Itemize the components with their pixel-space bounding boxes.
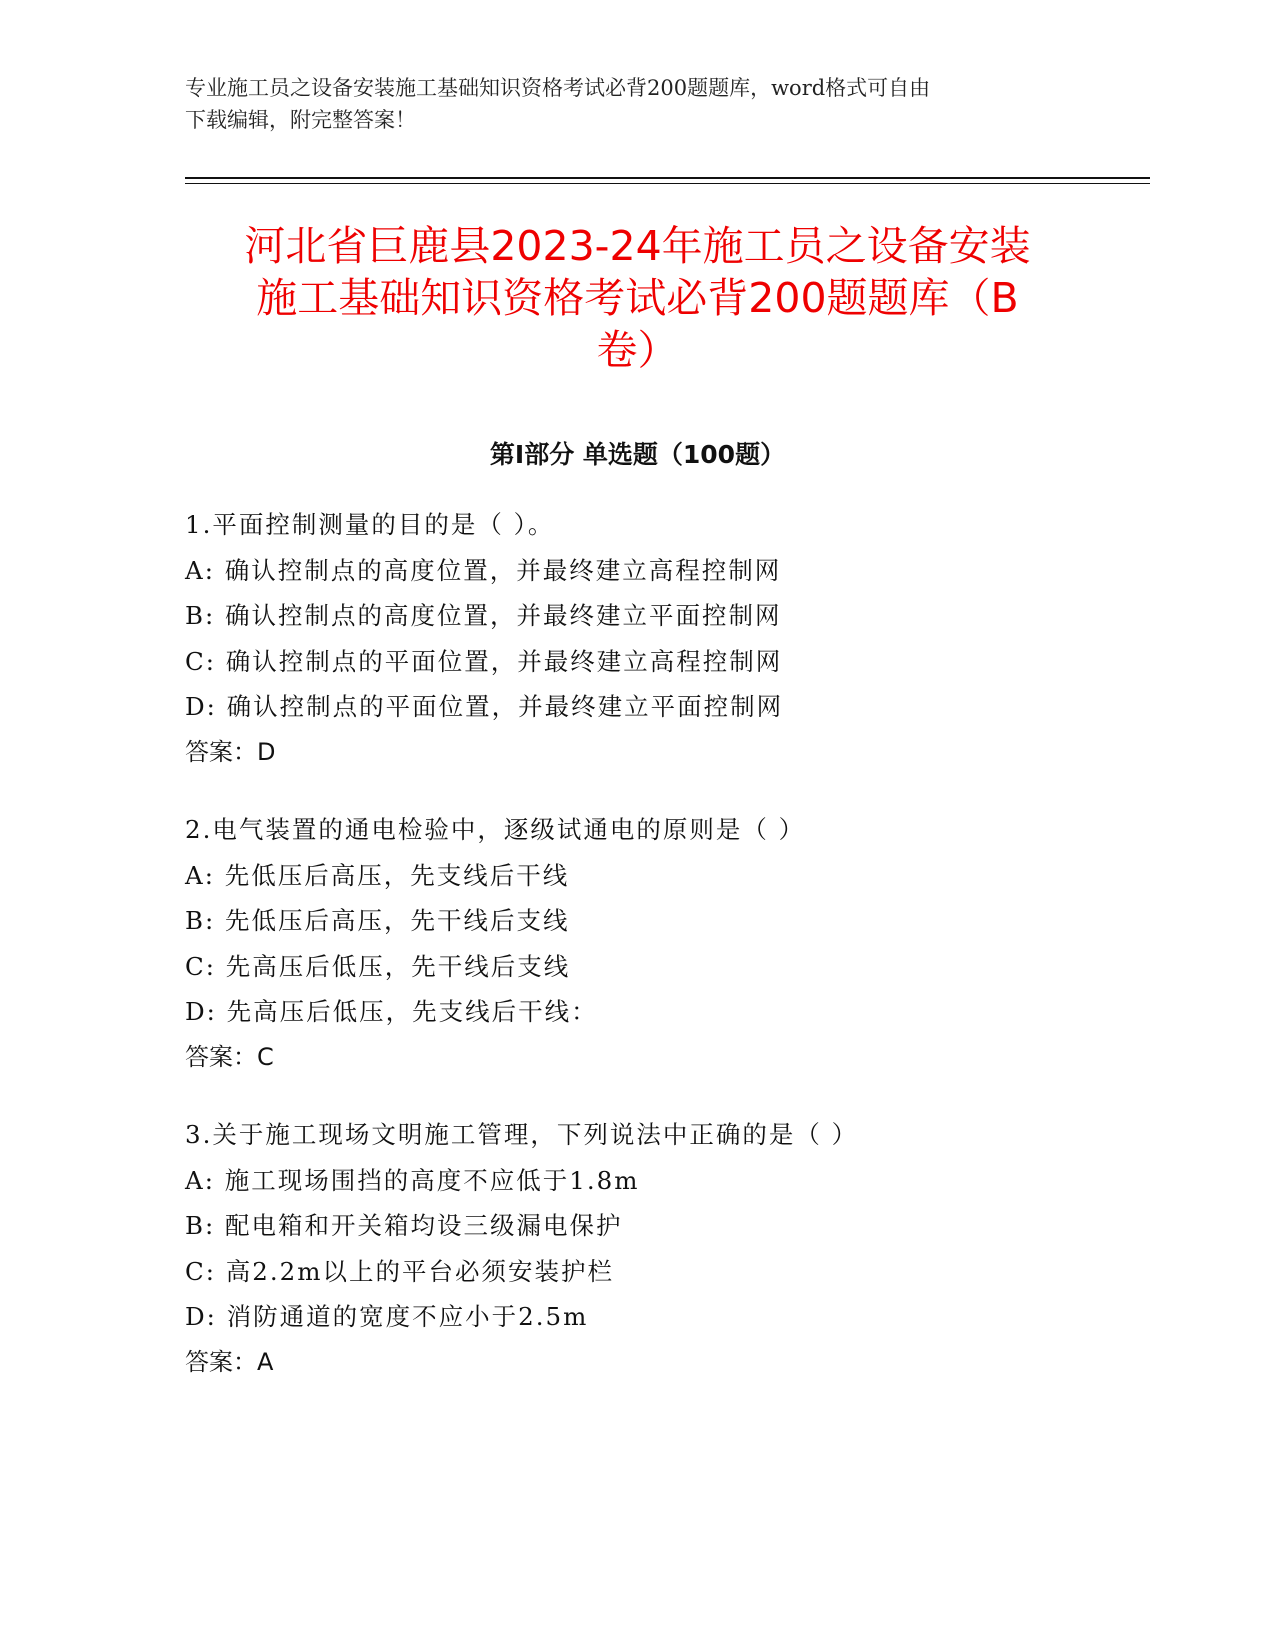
question-1 <box>185 502 1105 775</box>
section-heading: 第Ⅰ部分 单选题（100题） <box>489 440 786 469</box>
option-c: C: 先高压后低压，先干线后支线 <box>185 951 571 981</box>
title-line-3: 卷） <box>596 326 679 374</box>
header-divider-thick <box>185 177 1150 179</box>
option-d: D: 确认控制点的平面位置，并最终建立平面控制网 <box>185 692 784 721</box>
title-line-1: 河北省巨鹿县2023-24年施工员之设备安装 <box>244 222 1031 270</box>
option-a: A: 先低压后高压，先支线后干线 <box>185 860 570 890</box>
option-c: C: 确认控制点的平面位置，并最终建立高程控制网 <box>185 646 783 676</box>
option-b: B: 配电箱和开关箱均设三级漏电保护 <box>185 1211 623 1240</box>
header-divider-thin <box>185 183 1150 184</box>
option-a: A: 施工现场围挡的高度不应低于1.8m <box>185 1165 640 1195</box>
answer: 答案：A <box>185 1347 274 1376</box>
title-line-2: 施工基础知识资格考试必背200题题库（B <box>256 274 1019 322</box>
question-3 <box>185 1112 1105 1385</box>
document-title <box>185 220 1090 376</box>
question-stem: 3.关于施工现场文明施工管理，下列说法中正确的是（ ） <box>185 1120 859 1149</box>
question-stem: 1.平面控制测量的目的是（ ）。 <box>185 510 555 539</box>
option-c: C: 高2.2m以上的平台必须安装护栏 <box>185 1256 614 1286</box>
answer: 答案：C <box>185 1042 274 1071</box>
answer: 答案：D <box>185 737 276 766</box>
header-note <box>185 72 1085 136</box>
option-b: B: 先低压后高压，先干线后支线 <box>185 906 570 935</box>
header-note-line-1: 专业施工员之设备安装施工基础知识资格考试必背200题题库，word格式可自由 <box>185 76 931 100</box>
question-stem: 2.电气装置的通电检验中，逐级试通电的原则是（ ） <box>185 815 806 844</box>
option-d: D: 消防通道的宽度不应小于2.5m <box>185 1302 589 1331</box>
question-2 <box>185 807 1105 1080</box>
option-a: A: 确认控制点的高度位置，并最终建立高程控制网 <box>185 555 782 585</box>
header-note-line-2: 下载编辑，附完整答案！ <box>185 108 416 132</box>
option-b: B: 确认控制点的高度位置，并最终建立平面控制网 <box>185 601 782 630</box>
option-d: D: 先高压后低压，先支线后干线： <box>185 997 598 1026</box>
